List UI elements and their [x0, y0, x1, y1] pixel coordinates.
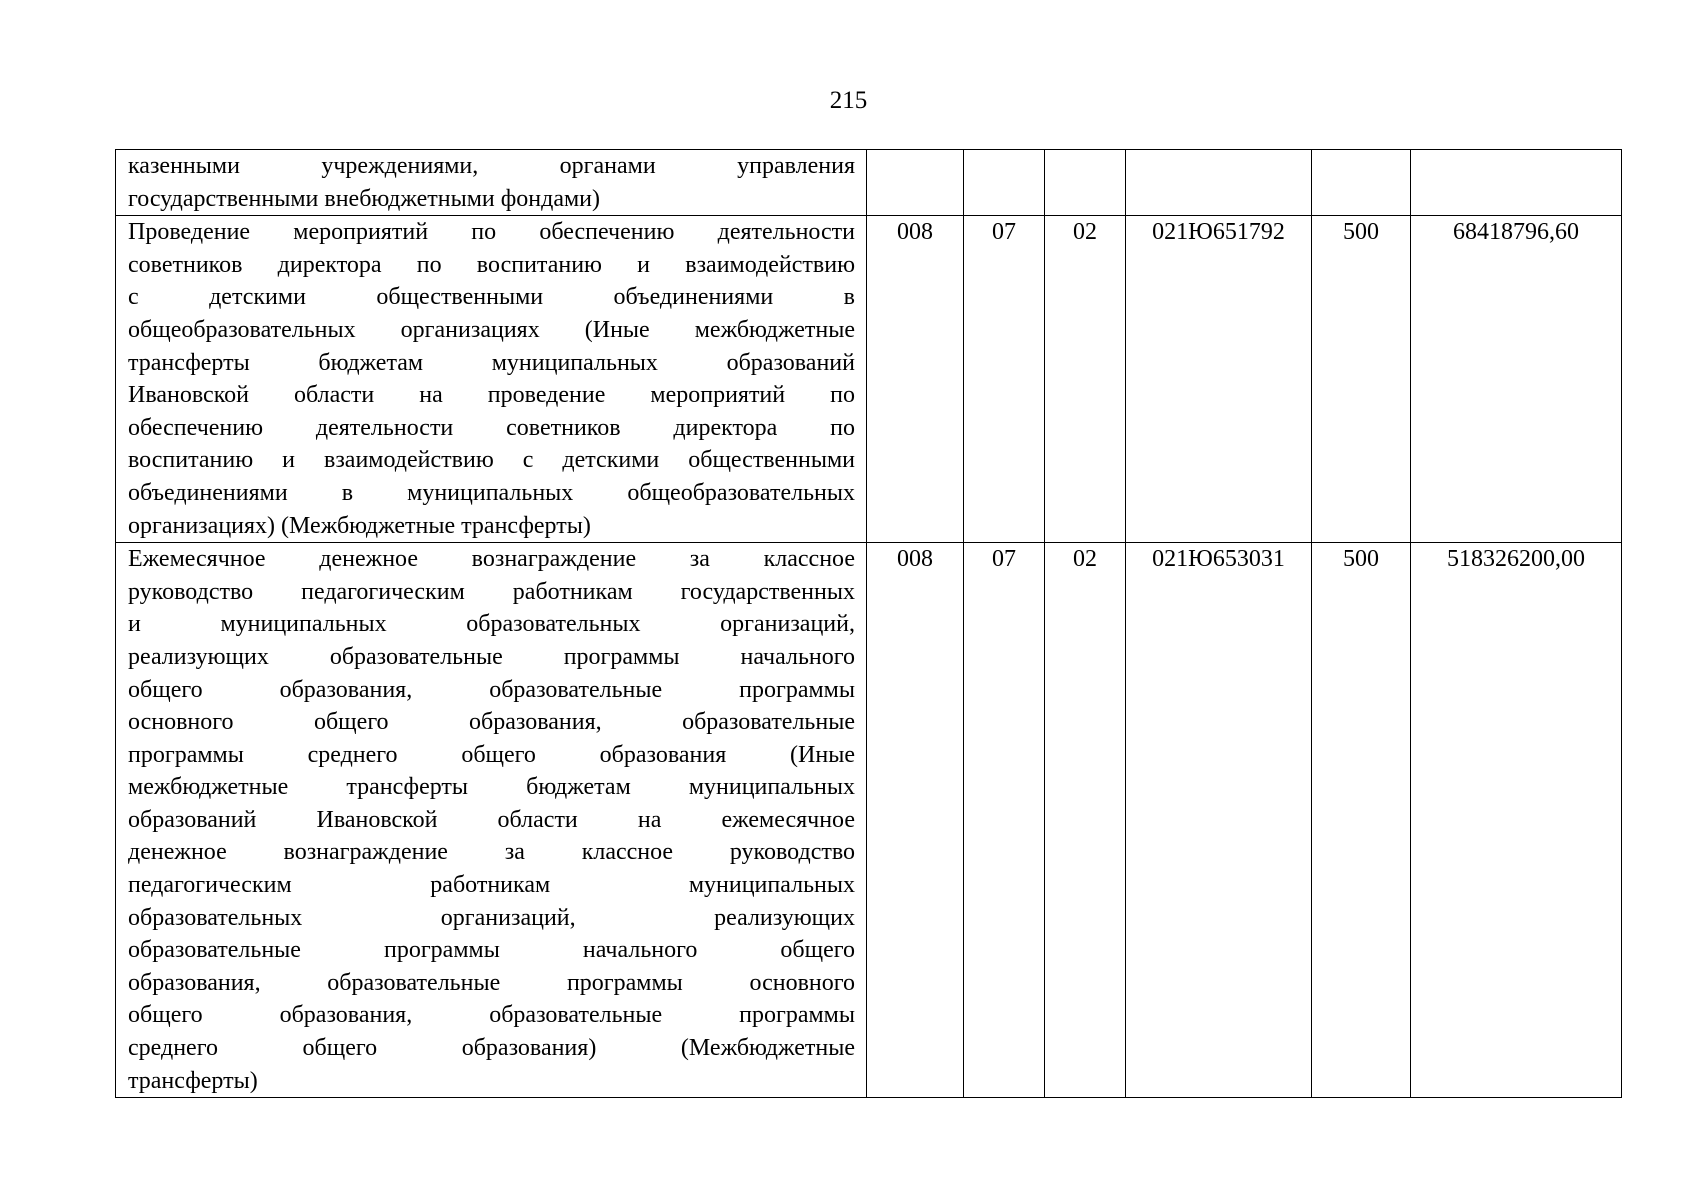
- target-article-cell: 021Ю653031: [1126, 543, 1312, 1098]
- description-line: обеспечению деятельности советников директора по: [128, 414, 855, 441]
- amount-cell: [1411, 150, 1622, 216]
- description-line: межбюджетные трансферты бюджетам муниципальных: [128, 774, 855, 801]
- description-line: среднего общего образования) (Межбюджетные: [128, 1035, 855, 1062]
- amount-cell: 518326200,00: [1411, 543, 1622, 1098]
- description-line: трансферты): [128, 1067, 258, 1094]
- section-code-cell: [964, 150, 1045, 216]
- description-line: объединениями в муниципальных общеобразовательных: [128, 479, 855, 506]
- description-cell: [116, 543, 867, 1098]
- description-line: воспитанию и взаимодействию с детскими общественными: [128, 447, 855, 474]
- description-line: Ивановской области на проведение мероприятий по: [128, 382, 855, 409]
- description-cell: [116, 216, 867, 543]
- description-line: образования, образовательные программы основного: [128, 969, 855, 996]
- description-line: педагогическим работникам муниципальных: [128, 872, 855, 899]
- description-line: государственными внебюджетными фондами): [128, 185, 601, 212]
- description-line: образований Ивановской области на ежемесячное: [128, 806, 855, 833]
- subsection-code-cell: 02: [1045, 216, 1126, 543]
- table-row: [116, 150, 1622, 216]
- description-line: и муниципальных образовательных организаций,: [128, 611, 855, 638]
- description-line: образовательные программы начального общего: [128, 937, 855, 964]
- budget-table: [115, 149, 1622, 1098]
- section-code-cell: 07: [964, 216, 1045, 543]
- description-line: советников директора по воспитанию и взаимодействию: [128, 251, 855, 278]
- description-line: Ежемесячное денежное вознаграждение за классное: [128, 546, 855, 573]
- description-line: образовательных организаций, реализующих: [128, 904, 855, 931]
- description-line: основного общего образования, образовательные: [128, 709, 855, 736]
- description-line: руководство педагогическим работникам государственных: [128, 578, 855, 605]
- section-code-cell: 07: [964, 543, 1045, 1098]
- expense-type-cell: 500: [1312, 216, 1411, 543]
- description-line: программы среднего общего образования (Иные: [128, 741, 855, 768]
- description-cell: [116, 150, 867, 216]
- table-row: [116, 543, 1622, 1098]
- expense-type-cell: [1312, 150, 1411, 216]
- description-line: казенными учреждениями, органами управления: [128, 153, 855, 179]
- description-line: общеобразовательных организациях (Иные межбюджетные: [128, 316, 855, 343]
- description-line: Проведение мероприятий по обеспечению деятельности: [128, 219, 855, 246]
- description-line: с детскими общественными объединениями в: [128, 284, 855, 311]
- description-line: реализующих образовательные программы начального: [128, 643, 855, 670]
- table-row: [116, 216, 1622, 543]
- target-article-cell: 021Ю651792: [1126, 216, 1312, 543]
- description-line: денежное вознаграждение за классное руководство: [128, 839, 855, 866]
- description-line: общего образования, образовательные программы: [128, 676, 855, 703]
- subsection-code-cell: [1045, 150, 1126, 216]
- expense-type-cell: 500: [1312, 543, 1411, 1098]
- description-line: трансферты бюджетам муниципальных образований: [128, 349, 855, 376]
- description-line: общего образования, образовательные программы: [128, 1002, 855, 1029]
- amount-cell: 68418796,60: [1411, 216, 1622, 543]
- ministry-code-cell: [867, 150, 964, 216]
- description-line: организациях) (Межбюджетные трансферты): [128, 512, 591, 539]
- page-number: 215: [829, 87, 868, 114]
- subsection-code-cell: 02: [1045, 543, 1126, 1098]
- ministry-code-cell: 008: [867, 216, 964, 543]
- ministry-code-cell: 008: [867, 543, 964, 1098]
- target-article-cell: [1126, 150, 1312, 216]
